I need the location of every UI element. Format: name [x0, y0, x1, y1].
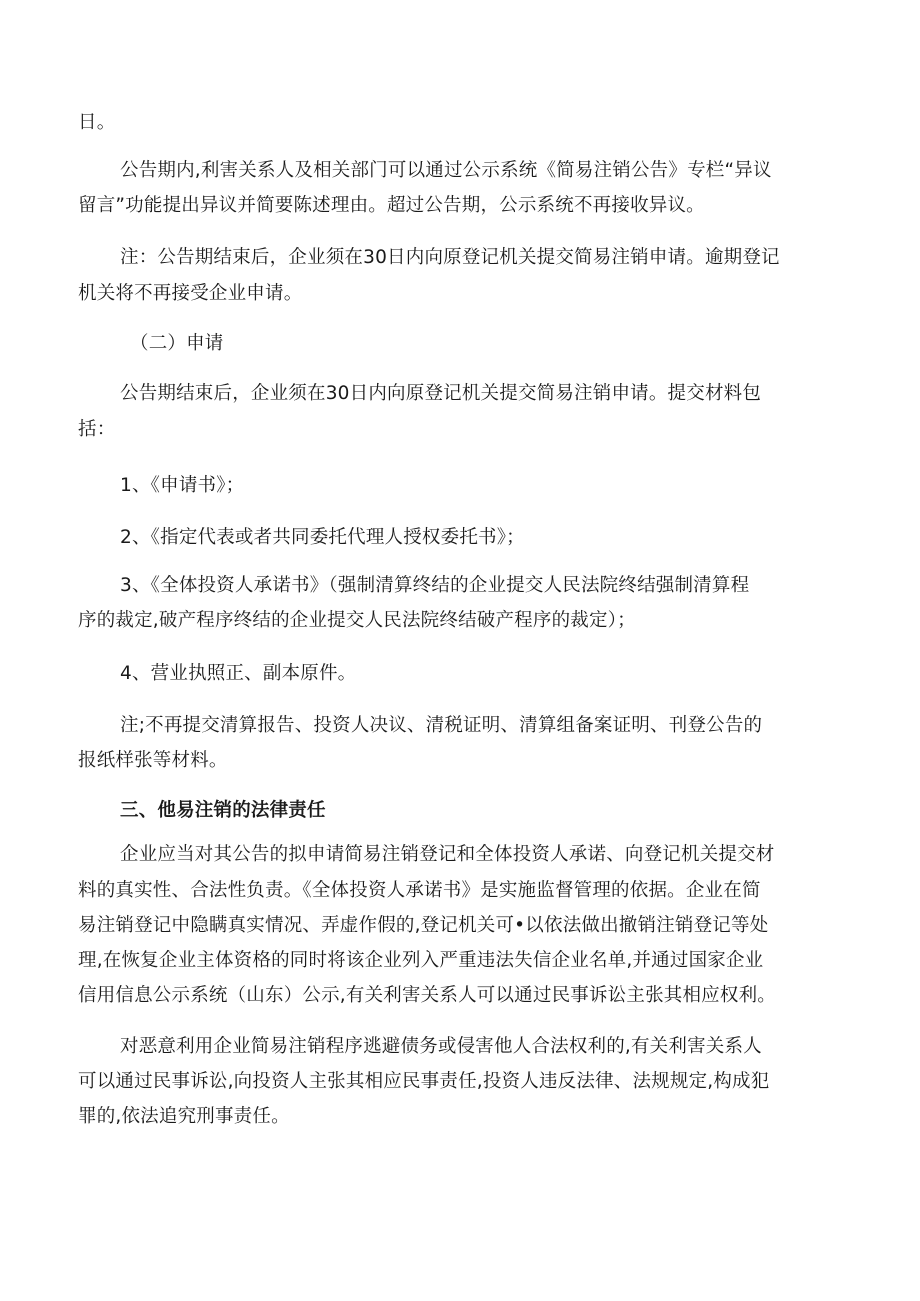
list-item: 1、《申请书》； — [120, 475, 245, 496]
paragraph-line: 注;不再提交清算报告、投资人决议、清税证明、清算组备案证明、刊登公告的 — [120, 715, 763, 736]
subheading: （二）申请 — [130, 333, 224, 354]
list-item: 3、《全体投资人承诺书》（强制清算终结的企业提交人民法院终结强制清算程 — [120, 575, 750, 596]
list-item: 2、《指定代表或者共同委托代理人授权委托书》； — [120, 527, 525, 548]
paragraph-line: 机关将不再接受企业申请。 — [78, 283, 303, 304]
paragraph-line: 信用信息公示系统（山东）公示,有关利害关系人可以通过民事诉讼主张其相应权利。 — [78, 985, 776, 1006]
paragraph-line: 日。 — [78, 112, 116, 133]
section-heading: 三、他易注销的法律责任 — [120, 800, 326, 821]
paragraph-line: 报纸样张等材料。 — [78, 750, 228, 771]
paragraph-line: 括： — [78, 419, 116, 440]
list-item-continuation: 序的裁定,破产程序终结的企业提交人民法院终结破产程序的裁定）； — [78, 610, 636, 631]
list-item: 4、营业执照正、副本原件。 — [120, 663, 357, 684]
paragraph-line: 可以通过民事诉讼,向投资人主张其相应民事责任,投资人违反法律、法规规定,构成犯 — [78, 1071, 770, 1092]
paragraph-line: 易注销登记中隐瞒真实情况、弄虚作假的,登记机关可•以依法做出撤销注销登记等处 — [78, 915, 769, 936]
paragraph-line: 公告期结束后，企业须在30日内向原登记机关提交简易注销申请。提交材料包 — [120, 383, 762, 404]
paragraph-line: 理,在恢复企业主体资格的同时将该企业列入严重违法失信企业名单,并通过国家企业 — [78, 950, 764, 971]
paragraph-line: 罪的,依法追究刑事责任。 — [78, 1106, 290, 1127]
paragraph-line: 注：公告期结束后，企业须在30日内向原登记机关提交简易注销申请。逾期登记 — [120, 247, 780, 268]
paragraph-line: 留言”功能提出异议并简要陈述理由。超过公告期，公示系统不再接收异议。 — [78, 195, 705, 216]
paragraph-line: 料的真实性、合法性负责。《全体投资人承诺书》是实施监督管理的依据。企业在简 — [78, 880, 761, 901]
paragraph-line: 企业应当对其公告的拟申请简易注销登记和全体投资人承诺、向登记机关提交材 — [120, 844, 775, 865]
paragraph-line: 对恶意利用企业简易注销程序逃避债务或侵害他人合法权利的,有关利害关系人 — [120, 1036, 762, 1057]
paragraph-line: 公告期内,利害关系人及相关部门可以通过公示系统《简易注销公告》专栏“异议 — [120, 160, 772, 181]
